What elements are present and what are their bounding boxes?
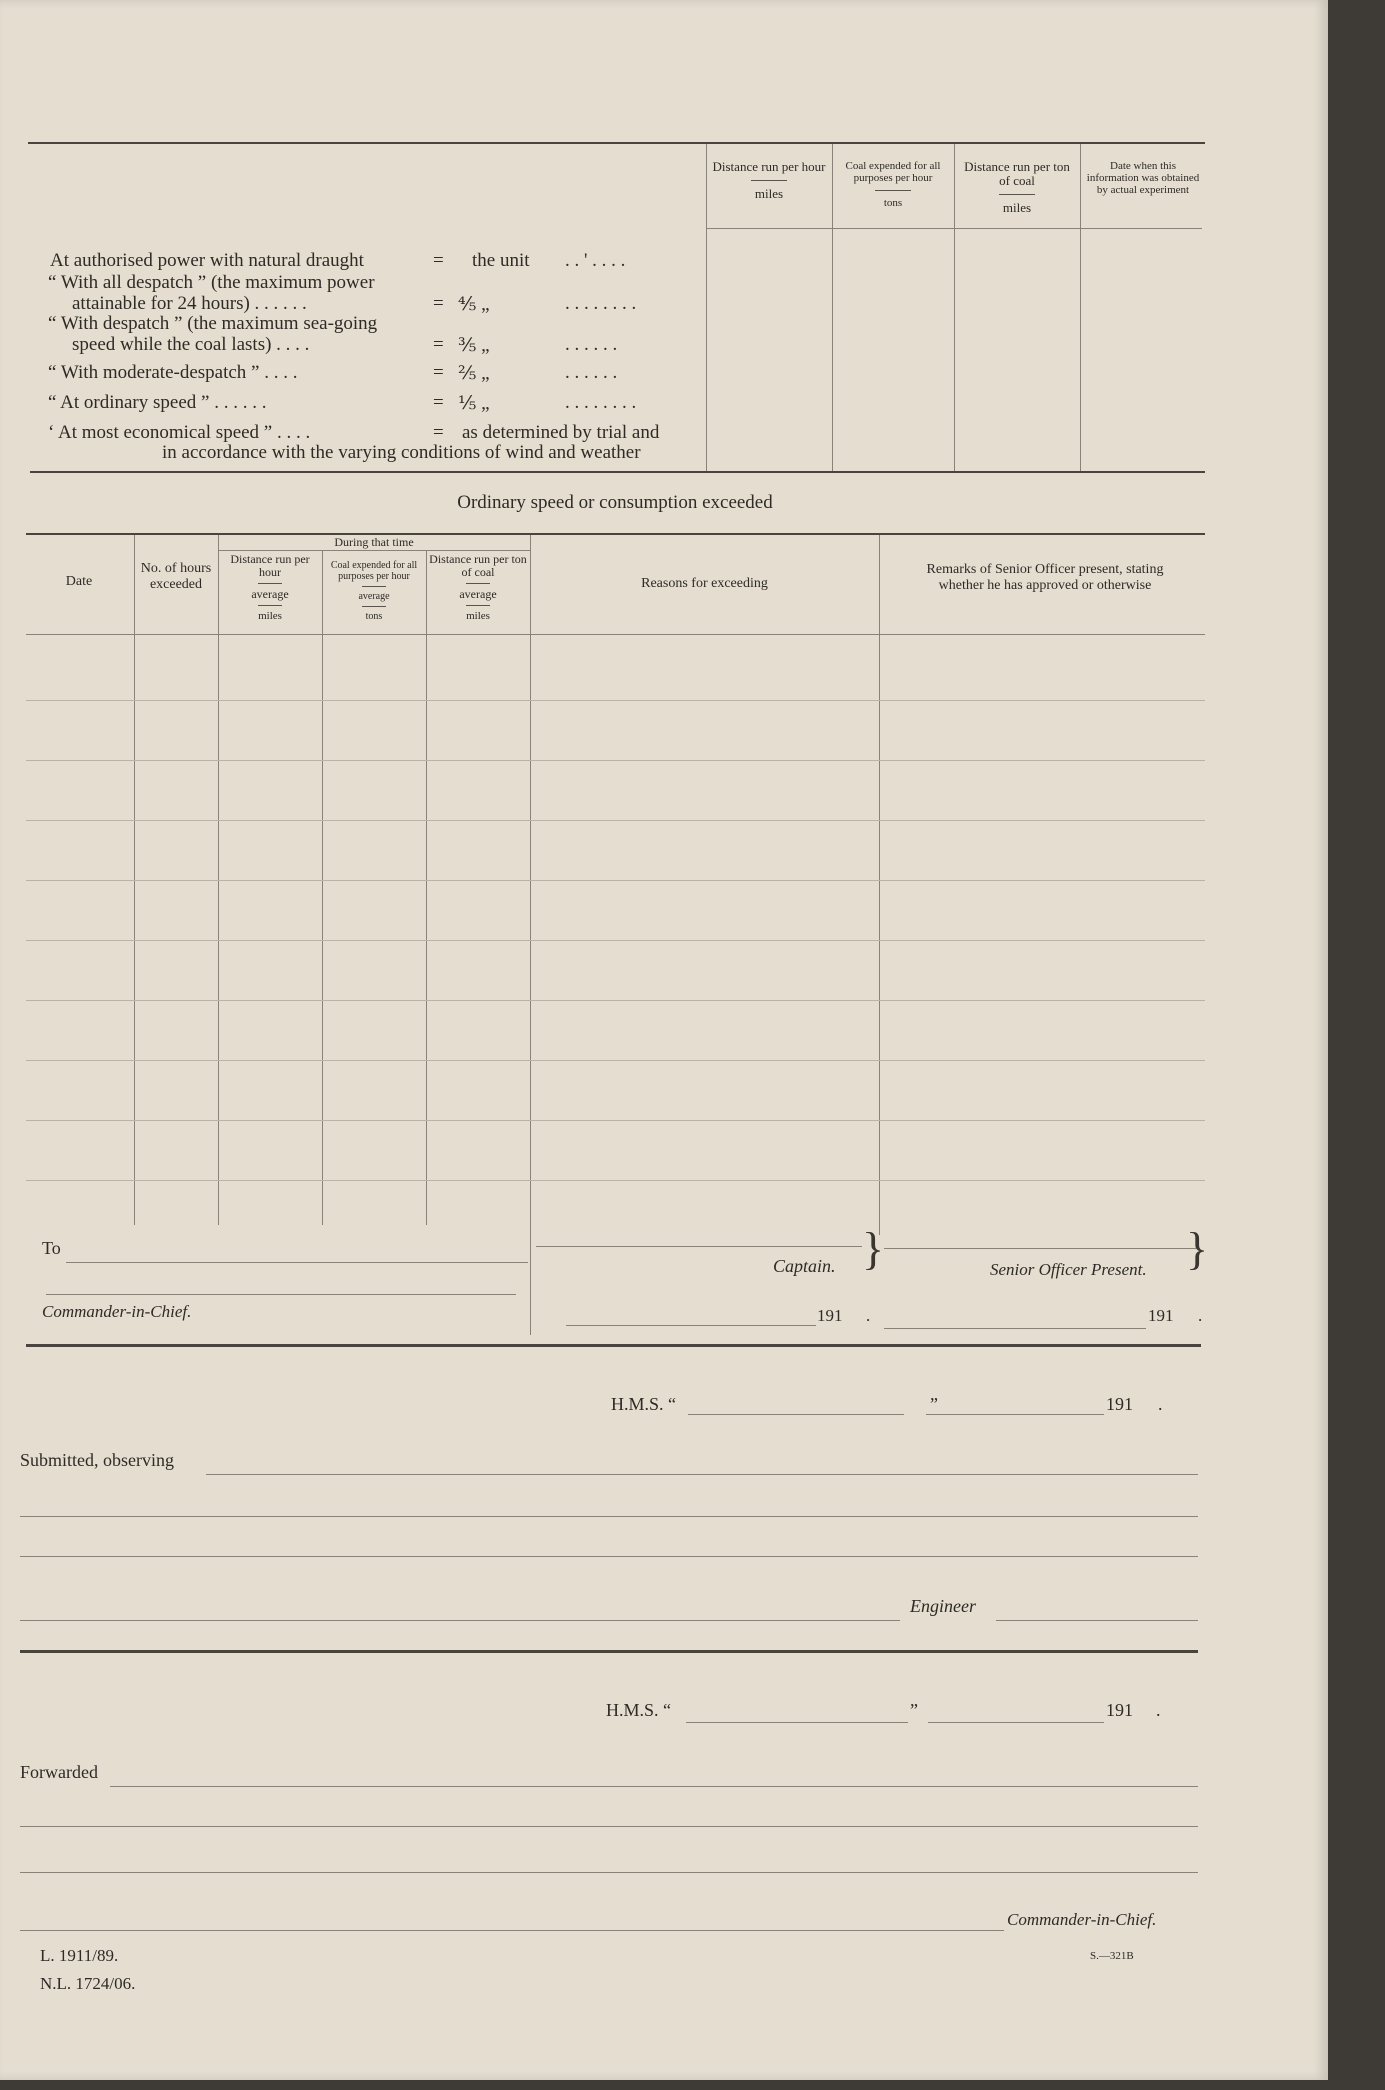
row-dots: . . ' . . . . xyxy=(565,250,626,271)
ruled-line xyxy=(26,940,1205,941)
divider xyxy=(362,586,386,587)
ruled-line xyxy=(26,820,1205,821)
row-eq: = xyxy=(433,422,444,443)
period: . xyxy=(1158,1394,1163,1414)
forwarded-line-4[interactable] xyxy=(20,1930,1004,1931)
header-underline xyxy=(706,228,1202,229)
row-economical-label2: in accordance with the varying conditions of wind and weather xyxy=(162,442,641,463)
submitted-line[interactable] xyxy=(206,1474,1198,1475)
header-label: Distance run per ton of coal xyxy=(964,159,1070,188)
header-date: Date xyxy=(65,574,93,589)
row-economical-label: ‘ At most economical speed ” . . . . xyxy=(48,422,311,443)
row-dots: . . . . . . xyxy=(565,362,618,383)
col-divider xyxy=(530,535,531,1335)
captain-label: Captain. xyxy=(773,1256,836,1276)
col-divider xyxy=(706,144,707,472)
row-value: as determined by trial and xyxy=(462,422,660,443)
ruled-line xyxy=(26,1180,1205,1181)
header-during: During that time xyxy=(334,535,414,549)
exceed-header-rule xyxy=(26,634,1205,635)
top-rule xyxy=(28,142,1205,144)
quote-close: ” xyxy=(910,1700,918,1720)
row-value: ⅕ „ xyxy=(458,393,490,414)
sub-label: Distance run per hour xyxy=(230,552,310,579)
divider xyxy=(466,583,490,584)
sub-distance-per-hour xyxy=(220,553,320,623)
sub-avg: average xyxy=(251,587,289,601)
date-line[interactable] xyxy=(928,1722,1104,1723)
row-value: ⅖ „ xyxy=(458,363,490,384)
senior-label: Senior Officer Present. xyxy=(990,1260,1147,1279)
row-eq: = xyxy=(433,334,444,355)
row-despatch-label2: speed while the coal lasts) . . . . xyxy=(72,334,310,355)
col-divider xyxy=(322,550,323,1225)
col-divider xyxy=(832,144,833,472)
header-label: Coal expended for all purposes per hour xyxy=(845,160,941,184)
exceed-top-rule xyxy=(26,533,1205,535)
brace: } xyxy=(862,1223,885,1274)
divider xyxy=(362,606,386,607)
sub-avg: average xyxy=(459,587,497,601)
header-date-experiment xyxy=(1084,160,1202,196)
senior-signature-line[interactable] xyxy=(884,1248,1196,1249)
row-despatch-label: “ With despatch ” (the maximum sea-going xyxy=(48,313,378,334)
header-label: Distance run per hour xyxy=(712,159,826,174)
sub-avg: average xyxy=(358,591,390,602)
ruled-line xyxy=(26,700,1205,701)
col-divider xyxy=(426,550,427,1225)
row-all-despatch-label: “ With all despatch ” (the maximum power xyxy=(48,272,375,293)
submitted-line-4[interactable] xyxy=(20,1620,900,1621)
row-authorised-label: At authorised power with natural draught xyxy=(50,250,364,271)
period: . xyxy=(1198,1306,1203,1325)
divider xyxy=(466,605,490,606)
sub-label: Distance run per ton of coal xyxy=(429,552,527,579)
col-divider xyxy=(1080,144,1081,472)
captain-signature-line[interactable] xyxy=(536,1246,862,1247)
header-unit: miles xyxy=(1002,200,1032,215)
ruled-line xyxy=(26,1120,1205,1121)
captain-date-line[interactable] xyxy=(566,1325,816,1326)
header-remarks: Remarks of Senior Officer present, stating whether he has approved or otherwise xyxy=(926,562,1164,593)
hms-label: H.M.S. “ xyxy=(606,1700,672,1720)
sub-unit: tons xyxy=(365,611,383,622)
section-title: Ordinary speed or consumption exceeded xyxy=(457,492,773,513)
to-line-2[interactable] xyxy=(46,1294,516,1295)
ruled-line xyxy=(26,1000,1205,1001)
row-eq: = xyxy=(433,392,444,413)
row-eq: = xyxy=(433,362,444,383)
forwarded-label: Forwarded xyxy=(20,1762,98,1782)
forwarded-line-2[interactable] xyxy=(20,1826,1198,1827)
row-value: ⅗ „ xyxy=(458,335,490,356)
divider xyxy=(875,190,911,191)
year-label: 191 xyxy=(817,1306,843,1325)
year-label: 191 xyxy=(1148,1306,1174,1325)
hms-label: H.M.S. “ xyxy=(611,1394,677,1414)
row-dots: . . . . . . . . xyxy=(565,392,637,413)
row-dots: . . . . . . . . xyxy=(565,293,637,314)
ruled-line xyxy=(26,1060,1205,1061)
quote-close: ” xyxy=(930,1394,938,1414)
row-moderate-label: “ With moderate-despatch ” . . . . xyxy=(48,362,298,383)
sub-distance-per-ton xyxy=(428,553,528,623)
col-divider xyxy=(954,144,955,472)
group-rule xyxy=(218,550,530,551)
period: . xyxy=(1156,1700,1161,1720)
header-unit: tons xyxy=(883,197,903,209)
sub-coal-per-hour xyxy=(324,560,424,622)
ship-name-line[interactable] xyxy=(688,1414,904,1415)
submitted-label: Submitted, observing xyxy=(20,1450,174,1470)
header-distance-per-hour xyxy=(712,160,826,201)
ruled-line xyxy=(26,760,1205,761)
sub-label: Coal expended for all purposes per hour xyxy=(330,560,418,582)
forwarded-line[interactable] xyxy=(110,1786,1198,1787)
divider xyxy=(999,194,1035,195)
header-reasons: Reasons for exceeding xyxy=(641,576,768,591)
section-rule xyxy=(26,1344,1201,1347)
row-value: ⅘ „ xyxy=(458,294,490,315)
divider xyxy=(751,180,787,181)
brace: } xyxy=(1186,1223,1209,1274)
header-coal-per-hour xyxy=(836,160,950,209)
reference-2: N.L. 1724/06. xyxy=(40,1974,136,1993)
engineer-label: Engineer xyxy=(910,1596,976,1616)
divider xyxy=(258,583,282,584)
year-label: 191 xyxy=(1106,1394,1133,1414)
header-unit: miles xyxy=(754,186,784,201)
submitted-line-2[interactable] xyxy=(20,1516,1198,1517)
section-rule xyxy=(20,1650,1198,1653)
engineer-line[interactable] xyxy=(996,1620,1198,1621)
top-table-bottom-rule xyxy=(30,471,1205,473)
date-line[interactable] xyxy=(926,1414,1104,1415)
row-all-despatch-label2: attainable for 24 hours) . . . . . . xyxy=(72,293,307,314)
row-eq: = xyxy=(433,293,444,314)
sub-unit: miles xyxy=(466,610,490,622)
header-distance-per-ton xyxy=(958,160,1076,215)
senior-date-line[interactable] xyxy=(884,1328,1146,1329)
to-label: To xyxy=(42,1238,61,1258)
row-value: the unit xyxy=(472,250,530,271)
header-hours: No. of hours exceeded xyxy=(140,561,212,592)
divider xyxy=(258,605,282,606)
sub-unit: miles xyxy=(258,610,282,622)
col-divider xyxy=(879,535,880,1235)
to-line[interactable] xyxy=(66,1262,528,1263)
header-label: Date when this information was obtained by actual experiment xyxy=(1086,160,1200,196)
period: . xyxy=(866,1306,871,1325)
form-number: S.—321B xyxy=(1090,1950,1134,1962)
submitted-line-3[interactable] xyxy=(20,1556,1198,1557)
year-label: 191 xyxy=(1106,1700,1133,1720)
ship-name-line[interactable] xyxy=(686,1722,908,1723)
reference-1: L. 1911/89. xyxy=(40,1946,119,1965)
row-eq: = xyxy=(433,250,444,271)
cinc-label: Commander-in-Chief. xyxy=(1007,1910,1157,1929)
row-ordinary-label: “ At ordinary speed ” . . . . . . xyxy=(48,392,267,413)
ruled-line xyxy=(26,880,1205,881)
forwarded-line-3[interactable] xyxy=(20,1872,1198,1873)
row-dots: . . . . . . xyxy=(565,334,618,355)
cinc-label: Commander-in-Chief. xyxy=(42,1302,192,1321)
